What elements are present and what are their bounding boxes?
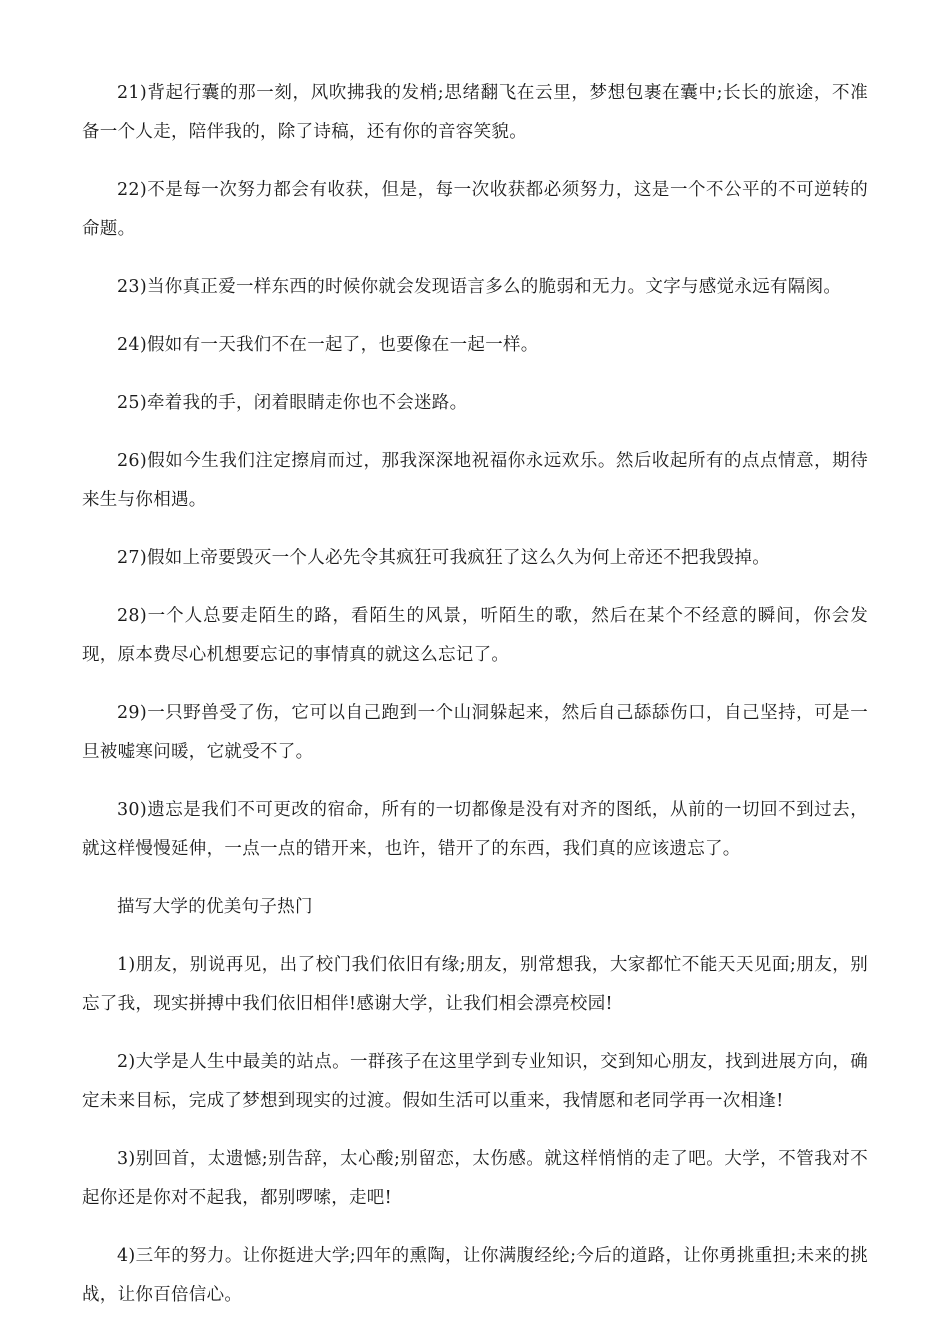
- paragraph-25: 25)牵着我的手，闭着眼睛走你也不会迷路。: [117, 393, 468, 413]
- paragraph-27: 27)假如上帝要毁灭一个人必先令其疯狂可我疯狂了这么久为何上帝还不把我毁掉。: [117, 548, 770, 568]
- paragraph-26: 26)假如今生我们注定擦肩而过，那我深深地祝福你永远欢乐。然后收起所有的点点情意，期待来生与你相遇。: [82, 451, 868, 510]
- paragraph-3: 3)别回首，太遗憾;别告辞，太心酸;别留恋，太伤感。就这样悄悄的走了吧。大学，不管我对不起你还是你对不起我，都别啰嗦，走吧!: [82, 1149, 868, 1208]
- paragraph-21: 21)背起行囊的那一刻，风吹拂我的发梢;思绪翻飞在云里，梦想包裹在囊中;长长的旅途，不准备一个人走，陪伴我的，除了诗稿，还有你的音容笑貌。: [82, 83, 868, 142]
- paragraph-30: 30)遗忘是我们不可更改的宿命，所有的一切都像是没有对齐的图纸，从前的一切回不到过去，就这样慢慢延伸，一点一点的错开来，也许，错开了的东西，我们真的应该遗忘了。: [82, 800, 868, 859]
- paragraph-28: 28)一个人总要走陌生的路，看陌生的风景，听陌生的歌，然后在某个不经意的瞬间，你会发现，原本费尽心机想要忘记的事情真的就这么忘记了。: [82, 606, 868, 665]
- paragraph-23: 23)当你真正爱一样东西的时候你就会发现语言多么的脆弱和无力。文字与感觉永远有隔阂。: [117, 277, 842, 297]
- section-heading: 描写大学的优美句子热门: [117, 897, 313, 917]
- paragraph-2: 2)大学是人生中最美的站点。一群孩子在这里学到专业知识，交到知心朋友，找到进展方向，确定未来目标，完成了梦想到现实的过渡。假如生活可以重来，我情愿和老同学再一次相逢!: [82, 1052, 868, 1111]
- paragraph-1: 1)朋友，别说再见，出了校门我们依旧有缘;朋友，别常想我，大家都忙不能天天见面;朋友，别忘了我，现实拼搏中我们依旧相伴!感谢大学，让我们相会漂亮校园!: [82, 955, 868, 1014]
- paragraph-22: 22)不是每一次努力都会有收获，但是，每一次收获都必须努力，这是一个不公平的不可逆转的命题。: [82, 180, 868, 239]
- paragraph-29: 29)一只野兽受了伤，它可以自己跑到一个山洞躲起来，然后自己舔舔伤口，自己坚持，可是一旦被嘘寒问暖，它就受不了。: [82, 703, 868, 762]
- paragraph-4: 4)三年的努力。让你挺进大学;四年的熏陶，让你满腹经纶;今后的道路，让你勇挑重担;未来的挑战，让你百倍信心。: [82, 1246, 868, 1305]
- document-page: [82, 74, 868, 1334]
- paragraph-24: 24)假如有一天我们不在一起了，也要像在一起一样。: [117, 335, 539, 355]
